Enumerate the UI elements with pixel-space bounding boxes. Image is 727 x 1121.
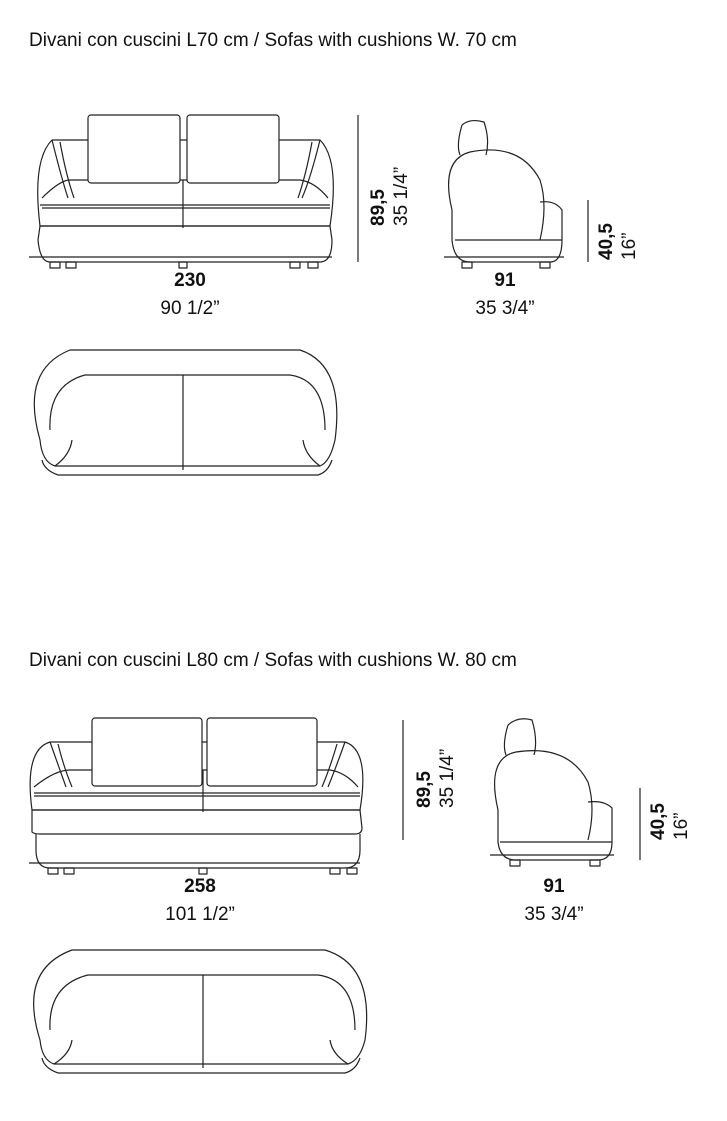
height-in-label: 35 1/4” [437, 748, 458, 808]
seat-cm-label: 40,5 [596, 223, 617, 260]
side-view-drawing [495, 719, 612, 866]
front-view-drawing [30, 718, 363, 874]
height-dimension-label [414, 749, 460, 808]
seat-cm-label: 40,5 [648, 803, 669, 840]
section-sofa-w70 [0, 30, 727, 490]
seat-in-label: 16” [619, 232, 640, 260]
seat-dimension-label [596, 223, 642, 260]
height-in-label: 35 1/4” [391, 166, 412, 226]
height-dimension-label [368, 167, 414, 226]
depth-in-label: 35 3/4” [475, 298, 535, 319]
sofa-drawings [0, 30, 727, 490]
section-sofa-w80 [0, 650, 727, 1120]
top-view-drawing [34, 350, 337, 475]
side-view-drawing [449, 121, 562, 268]
seat-in-label: 16” [671, 812, 692, 840]
width-cm-label: 258 [184, 876, 216, 897]
width-in-label: 101 1/2” [165, 904, 235, 925]
height-cm-label: 89,5 [414, 771, 435, 808]
depth-in-label: 35 3/4” [524, 904, 584, 925]
width-in-label: 90 1/2” [160, 298, 220, 319]
front-view-drawing [38, 115, 334, 268]
sofa-drawings [0, 650, 727, 1120]
section-title: Divani con cuscini L70 cm / Sofas with cushions W. 70 cm [29, 30, 517, 51]
top-view-drawing [34, 950, 367, 1073]
section-title: Divani con cuscini L80 cm / Sofas with cushions W. 80 cm [29, 650, 517, 671]
depth-cm-label: 91 [543, 876, 565, 897]
width-cm-label: 230 [174, 270, 206, 291]
depth-cm-label: 91 [494, 270, 516, 291]
seat-dimension-label [648, 803, 694, 840]
height-cm-label: 89,5 [368, 189, 389, 226]
